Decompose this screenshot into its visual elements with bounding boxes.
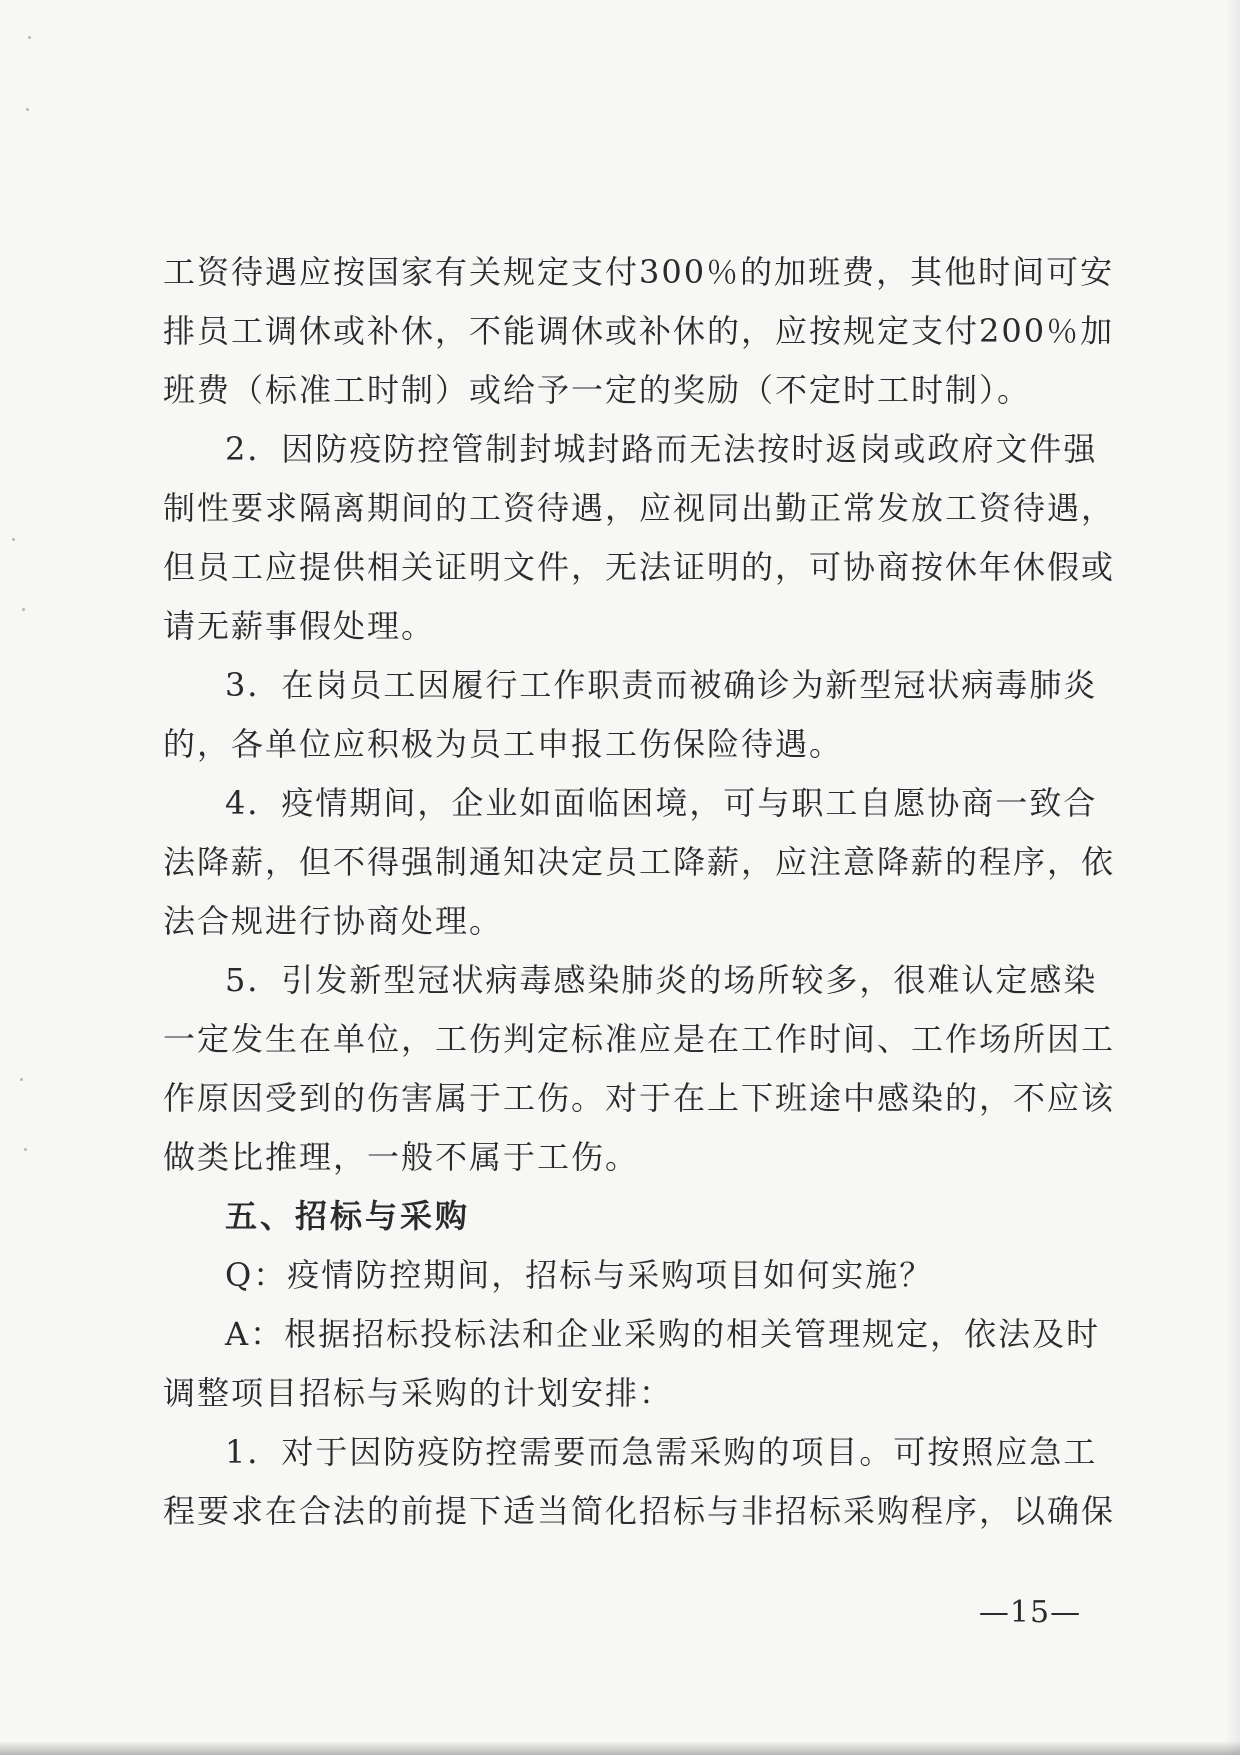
paragraph-3-start: 3．在岗员工因履行工作职责而被确诊为新型冠状病毒肺炎 bbox=[225, 666, 1098, 704]
body-line: 做类比推理，一般不属于工伤。 bbox=[163, 1138, 640, 1176]
body-line: 制性要求隔离期间的工资待遇，应视同出勤正常发放工资待遇， bbox=[163, 489, 1116, 527]
body-line: 法降薪，但不得强制通知决定员工降薪，应注意降薪的程序，依 bbox=[163, 843, 1116, 881]
scan-bottom-shadow bbox=[0, 1741, 1240, 1755]
scan-speck bbox=[22, 608, 25, 611]
section-heading: 五、招标与采购 bbox=[225, 1197, 471, 1235]
scan-speck bbox=[26, 108, 29, 111]
body-line: 法合规进行协商处理。 bbox=[163, 902, 504, 940]
page-number: —15— bbox=[978, 1595, 1082, 1630]
body-line: 排员工调休或补休，不能调休或补休的，应按规定支付200％加 bbox=[163, 312, 1115, 350]
scan-speck bbox=[24, 1148, 27, 1151]
paragraph-5-start: 5．引发新型冠状病毒感染肺炎的场所较多，很难认定感染 bbox=[225, 961, 1098, 999]
scan-edge-shadow bbox=[1226, 0, 1240, 1755]
paragraph-4-start: 4．疫情期间，企业如面临困境，可与职工自愿协商一致合 bbox=[225, 784, 1098, 822]
body-line: 一定发生在单位，工伤判定标准应是在工作时间、工作场所因工 bbox=[163, 1020, 1116, 1058]
body-line: 调整项目招标与采购的计划安排： bbox=[163, 1374, 674, 1412]
scan-speck bbox=[28, 36, 31, 39]
procurement-item-1-start: 1．对于因防疫防控需要而急需采购的项目。可按照应急工 bbox=[225, 1433, 1098, 1471]
body-line: 班费（标准工时制）或给予一定的奖励（不定时工时制）。 bbox=[163, 371, 1032, 409]
paragraph-2-start: 2．因防疫防控管制封城封路而无法按时返岗或政府文件强 bbox=[225, 430, 1098, 468]
body-line: 但员工应提供相关证明文件，无法证明的，可协商按休年休假或 bbox=[163, 548, 1116, 586]
answer-line: A：根据招标投标法和企业采购的相关管理规定，依法及时 bbox=[225, 1315, 1101, 1353]
scan-speck bbox=[20, 1078, 23, 1081]
question-line: Q：疫情防控期间，招标与采购项目如何实施？ bbox=[225, 1256, 934, 1294]
body-line: 的，各单位应积极为员工申报工伤保险待遇。 bbox=[163, 725, 844, 763]
scan-speck bbox=[12, 538, 15, 541]
body-line: 程要求在合法的前提下适当简化招标与非招标采购程序，以确保 bbox=[163, 1492, 1116, 1530]
body-line: 请无薪事假处理。 bbox=[163, 607, 436, 645]
body-line: 工资待遇应按国家有关规定支付300％的加班费，其他时间可安 bbox=[163, 253, 1115, 291]
body-line: 作原因受到的伤害属于工伤。对于在上下班途中感染的，不应该 bbox=[163, 1079, 1116, 1117]
